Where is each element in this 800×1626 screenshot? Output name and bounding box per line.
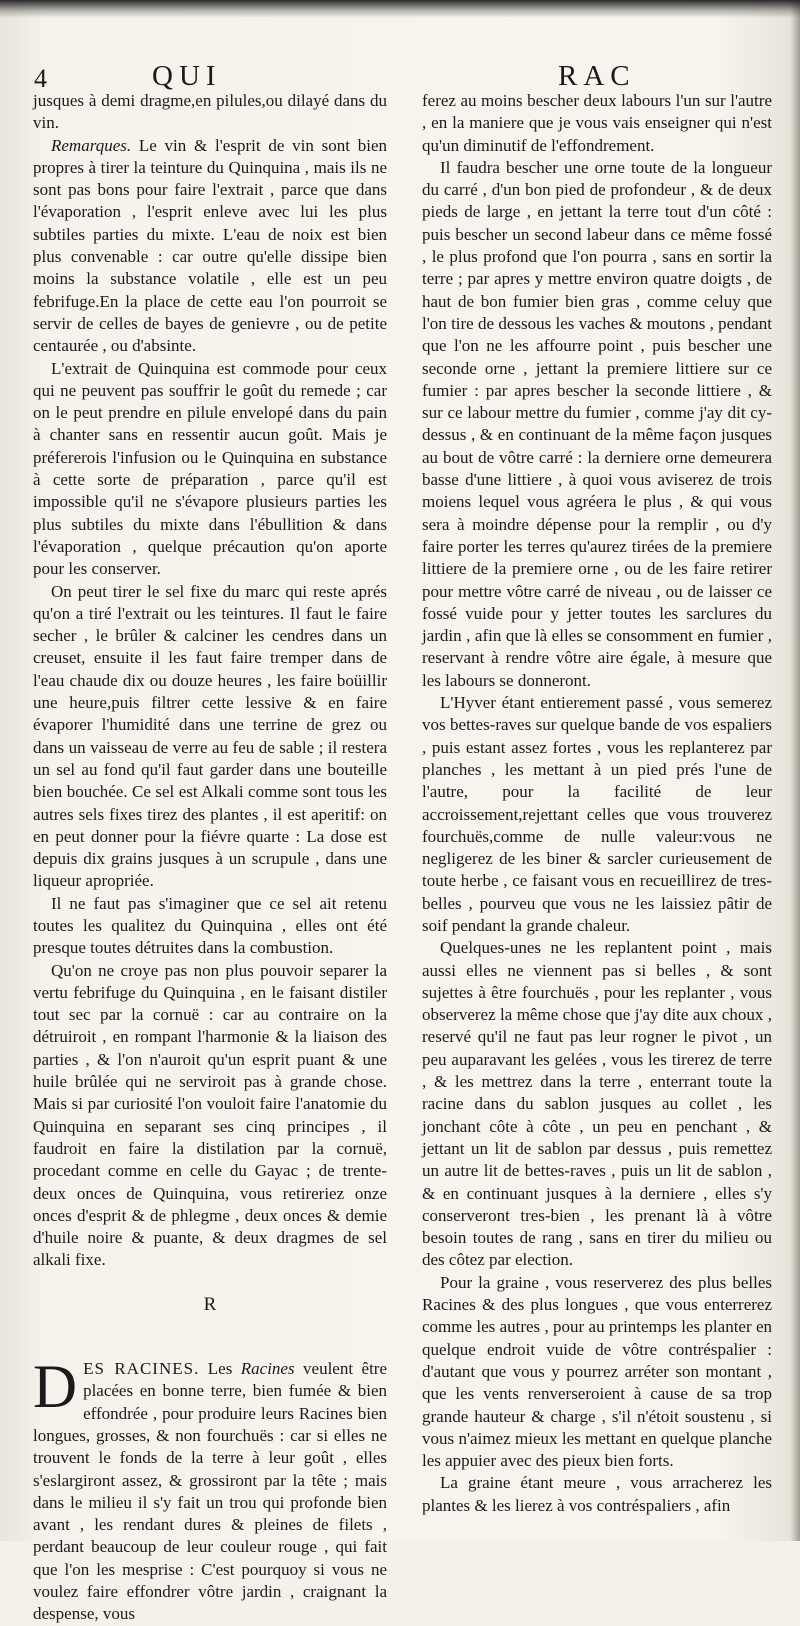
page-header (0, 58, 800, 94)
running-head-left: QUI (152, 60, 222, 92)
racines-word: Racines (240, 1359, 295, 1379)
left-column (33, 90, 387, 1626)
paragraph: Il faudra bescher une orne toute de la longueur du carré , d'un bon pied de profondeur , & de deux pieds de large , en jettant la terre tout d'un côté : puis bescher un second labeur dans ce même fossé , le plus profond que l'on pourra , sans en sortir la terre ; par apres y mettre environ quatre doigts , de haut de bon fumier bien gras , comme celuy que l'on tire de dessous les vaches & moutons , pendant que l'on ne les affourre point , puis bescher une seconde orne , jettant la premiere littiere sur ce fumier : par apres bescher la seconde littiere , & sur ce labour mettre du fumier , comme j'ay dit cy-dessus , & en continuant de la même façon jusques au bout de vôtre carré : la derniere orne demeurera basse d'une littiere , à quoi vous aviserez de trois moiens lequel vous agréera le plus , & qui vous sera à moindre dépense pour la remplir , ou d'y faire porter les terres qu'aurez tirées de la premiere littiere de la premiere orne , ou de les faire retirer pour mettre vôtre carré de niveau , ou de laisser ce fossé vuide pour y jetter toutes les sarclures du jardin , afin que là elles se consomment en fumier , reservant à rendre vôtre aire égale, à mesure que les labours se donneront. (422, 157, 772, 690)
racines-paragraph (33, 1354, 387, 1626)
paragraph: Qu'on ne croye pas non plus pouvoir separer la vertu febrifuge du Quinquina , en le faisant distiler tout sec par la cornuë : car au contraire on la détruiroit , en rompant l'harmonie & la liaison des parties , & l'on n'auroit qu'un esprit puant & une huile brûlée qui ne serviroit pas à grande chose. Mais si par curiosité l'on vouloit faire l'anatomie du Quinquina en separant ses cinq principes , il faudroit en faire la distilation par la cornuë, procedant comme en celle du Gayac ; de trente-deux onces de Quinquina, vous retireriez onze onces d'esprit & de phlegme , deux onces & demie d'huile noire & puante, & deux dragmes de sel alkali fixe. (33, 960, 387, 1270)
running-head-right: RAC (558, 60, 636, 92)
paragraph: On peut tirer le sel fixe du marc qui reste aprés qu'on a tiré l'extrait ou les teintures. Il faut le faire secher , le brûler & calciner les cendres dans un creuset, ensuite il les faut faire tremper dans de l'eau chaude dix ou douze heures , les faire boüillir une heure,puis filtrer cette lessive & en faire évaporer l'humidité dans une terrine de grez ou dans un vaisseau de verre au feu de sable ; il restera un sel au fond qu'il faut garder dans une bouteille bien bouchée. Ce sel est Alkali comme sont tous les autres sels fixes tirez des plantes , il est aperitif: on en peut donner pour la fiévre quarte : La dose est depuis dix grains jusques à un scrupule , dans une liqueur apropriée. (33, 581, 387, 891)
remarques-label: Remarques. (51, 135, 132, 155)
paragraph: jusques à demi dragme,en pilules,ou dilayé dans du vin. (33, 91, 387, 133)
paragraph: La graine étant meure , vous arracherez les plantes & les lierez à vos contréspaliers , afin (422, 1473, 772, 1515)
right-column (422, 90, 772, 1517)
scan-shadow-top (0, 0, 800, 18)
paragraph: Il ne faut pas s'imaginer que ce sel ait retenu toutes les qualitez du Quinquina , elles ont été presque toutes détruites dans la combustion. (33, 893, 387, 958)
paragraph: L'Hyver étant entierement passé , vous semerez vos bettes-raves sur quelque bande de vos espaliers , puis estant assez fortes , vous les replanterez par planches , les mettant à un pied prés l'une de l'autre, pour la facilité de leur accroissement,rejettant celles que vous trouverez fourchuës,comme de nulle valeur:vous ne negligerez de les biner & sarcler curieusement de toute herbe , ce faisant vous en recueillirez de tres-belles , pourveu que vous ne les laissiez pâtir de soif pendant la grande chaleur. (422, 693, 772, 935)
section-letter: R (203, 1293, 217, 1315)
paragraph: ferez au moins bescher deux labours l'un sur l'autre , en la maniere que je vous vais enseigner qui n'est qu'un diminutif de l'effondrement. (422, 91, 772, 155)
paragraph-text: Le vin & l'esprit de vin sont bien propres à tirer la teinture du Quinquina , mais ils ne sont pas bons pour faire l'extrait , parce que dans l'évaporation , l'esprit enleve avec lui les plus subtiles parties du mixte. L'eau de noix est bien plus convenable : car outre qu'elle dissipe bien moins la substance volatile , elle est un peu febrifuge.En la place de cette eau l'on pourroit se servir de celles de bayes de genievre , ou de petite centaurée , ou d'absinte. (33, 135, 387, 356)
paragraph-text-start: Les (199, 1359, 241, 1379)
racines-heading: ES RACINES. (83, 1359, 200, 1379)
paragraph-text: veulent être placées en bonne terre, bien fumée & bien effondrée , pour produire leurs Racines bien longues, grosses, & non fourchuës : car si elles ne trouvent le fonds de la terre à leur goût , elles s'eslargiront assez, & grossiront par la tête ; mais dans le milieu il s'y fait un trou qui profonde bien avant , les rendant dures & pleines de filets , perdant beaucoup de leur couleur rouge , qui fait que l'on les mesprise : C'est pourquoy si vous ne voulez faire effondrer vôtre jardin , craignant la despense, vous (33, 1359, 387, 1624)
paragraph: L'extrait de Quinquina est commode pour ceux qui ne peuvent pas souffrir le goût du remede ; car on le peut prendre en pilule envelopé dans du pain à chanter sans en ressentir aucun goût. Mais je préfererois l'infusion ou le Quinquina en substance à cette sorte de préparation , parce qu'il est impossible qu'il ne s'évapore plusieurs parties les plus subtiles du mixte dans l'ébullition & dans l'évaporation , quelque précaution qu'on aporte pour les conserver. (33, 358, 387, 579)
paragraph: Pour la graine , vous reserverez des plus belles Racines & des plus longues , que vous enterrerez comme les autres , pour au printemps les planter en quelque endroit vuide de vôtre contréspalier : d'autant que vous y pourrez arréter son montant , que les vents renverseroient à cause de sa trop grande hauteur & charge , s'il n'étoit soustenu , si vous n'aimez mieux les mettant en quelque planche les appuier avec des pieux bien forts. (422, 1272, 772, 1471)
scan-shadow-right (790, 0, 800, 1541)
page-number: 4 (34, 64, 47, 93)
drop-cap: D (33, 1354, 78, 1422)
paragraph: Quelques-unes ne les replantent point , mais aussi elles ne viennent pas si belles , & sont sujettes à être fourchuës , pour les replanter , vous observerez la même chose que j'ay dite aux choux , reservé qu'il ne faut pas leur rogner le pivot , un peu auparavant les gelées , vous les tirerez de terre , & les mettrez dans la terre , enterrant toute la racine dans du sablon jusques au collet , les jonchant côte à côte , un peu en penchant , & jettant un lit de sablon par dessus , puis remettez un autre lit de bettes-raves , puis un lit de sablon , & en continuant jusques à la derniere , elles s'y conserveront tres-bien , les prenant là à vôtre besoin toutes de rang , sans en tirer du milieu ou des côtez par election. (422, 938, 772, 1270)
remarques-paragraph (33, 135, 387, 358)
